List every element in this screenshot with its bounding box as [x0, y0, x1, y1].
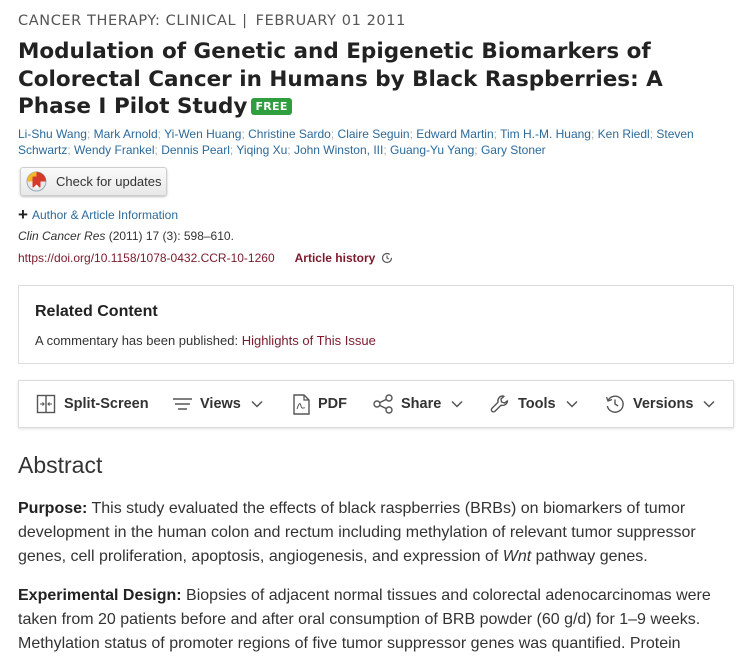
author-separator: ; [590, 127, 598, 141]
share-dropdown[interactable] [373, 381, 463, 427]
author-separator: ; [383, 142, 390, 157]
author-list [18, 127, 718, 158]
author-link[interactable]: Li-Shu Wang [18, 127, 87, 141]
crossmark-icon [26, 171, 47, 192]
author-link[interactable]: Guang-Yu Yang [390, 142, 475, 157]
citation-details: (2011) 17 (3): 598–610. [105, 229, 234, 243]
author-link[interactable]: Yi-Wen Huang [164, 127, 242, 141]
author-link[interactable]: Mark Arnold [93, 127, 158, 141]
abstract-experimental-design: Experimental Design: Biopsies of adjacent normal tissues and colorectal adenocarcinomas were taken from 20 patients before and after oral consumption of BRB powder (60 g/d) for 1–9 weeks. Methylation status of promoter regions of five tumor suppressor genes was quantified. Protein [18, 587, 711, 652]
author-link[interactable]: Gary Stoner [480, 142, 546, 157]
article-title: Modulation of Genetic and Epigenetic Biomarkers of Colorectal Cancer in Humans by Black Raspberries: A Phase I Pilot Study FREE [18, 39, 663, 119]
author-separator: ; [86, 127, 94, 141]
chevron-down-icon [566, 400, 578, 408]
journal-name: Clin Cancer Res [18, 229, 106, 243]
author-separator: ; [241, 127, 249, 141]
author-separator: ; [67, 142, 75, 157]
pdf-button[interactable] [292, 381, 347, 427]
article-history-link[interactable]: Article history [294, 251, 376, 265]
author-link[interactable]: Tim H.-M. Huang [500, 127, 591, 141]
tools-dropdown[interactable] [490, 381, 578, 427]
author-link[interactable]: Steven Schwartz [18, 127, 694, 157]
author-article-info-label: Author & Article Information [31, 208, 179, 222]
author-separator: ; [474, 142, 481, 157]
article-date: FEBRUARY 01 2011 [255, 13, 406, 29]
author-link[interactable]: Ken Riedl [597, 127, 650, 141]
share-icon [373, 394, 393, 414]
abstract-purpose: Purpose: This study evaluated the effects of black raspberries (BRBs) on biomarkers of tumor development in the human colon and rectum including methylation of relevant tumor suppressor genes, cell proliferation, apoptosis, angiogenesis, and expression of Wnt pathway genes. [18, 500, 696, 565]
related-content-text: A commentary has been published: Highlights of This Issue [35, 333, 376, 348]
split-screen-icon [36, 394, 56, 414]
abstract-heading: Abstract [18, 452, 103, 478]
wrench-icon [490, 394, 510, 414]
purpose-label: Purpose: [18, 500, 88, 517]
author-separator: ; [229, 142, 237, 157]
pdf-file-icon [292, 394, 310, 415]
views-label: Views [200, 396, 241, 412]
chevron-down-icon [451, 400, 463, 408]
related-content-box [18, 285, 734, 364]
author-separator: ; [493, 127, 501, 141]
author-link[interactable]: Christine Sardo [248, 127, 331, 141]
versions-clock-icon [605, 394, 625, 414]
split-screen-label: Split-Screen [64, 396, 149, 412]
highlights-link[interactable]: Highlights of This Issue [241, 333, 376, 348]
author-separator: ; [154, 142, 162, 157]
author-separator: ; [157, 127, 165, 141]
split-screen-button[interactable] [36, 381, 149, 427]
author-separator: ; [330, 127, 338, 141]
views-menu-icon [173, 397, 192, 411]
history-clock-icon[interactable] [381, 252, 393, 264]
check-for-updates-button[interactable] [20, 167, 167, 196]
chevron-down-icon [251, 400, 263, 408]
doi-link[interactable]: https://doi.org/10.1158/1078-0432.CCR-10-1260 [18, 251, 275, 265]
versions-label: Versions [633, 396, 694, 412]
author-link[interactable]: Claire Seguin [337, 127, 410, 141]
chevron-down-icon [703, 400, 715, 408]
design-label: Experimental Design: [18, 587, 182, 604]
author-link[interactable]: Dennis Pearl [161, 142, 230, 157]
author-link[interactable]: John Winston, III [293, 142, 384, 157]
versions-dropdown[interactable] [605, 381, 715, 427]
share-label: Share [401, 396, 442, 412]
pdf-label: PDF [318, 396, 347, 412]
check-for-updates-label: Check for updates [56, 174, 162, 189]
author-separator: ; [287, 142, 294, 157]
article-category-line: CANCER THERAPY: CLINICAL | FEBRUARY 01 2011 [18, 13, 406, 29]
article-category[interactable]: CANCER THERAPY: CLINICAL [18, 13, 237, 29]
author-link[interactable]: Edward Martin [416, 127, 494, 141]
author-article-info-toggle[interactable] [18, 205, 179, 224]
plus-icon: + [18, 205, 28, 224]
doi-row [18, 251, 393, 265]
free-badge: FREE [251, 98, 291, 115]
author-separator: ; [649, 127, 657, 141]
citation [18, 229, 234, 243]
related-content-heading: Related Content [35, 303, 158, 320]
article-toolbar [18, 380, 734, 428]
tools-label: Tools [518, 396, 556, 412]
author-link[interactable]: Yiqing Xu [236, 142, 288, 157]
author-link[interactable]: Wendy Frankel [74, 142, 155, 157]
author-separator: ; [409, 127, 417, 141]
views-dropdown[interactable] [173, 381, 263, 427]
